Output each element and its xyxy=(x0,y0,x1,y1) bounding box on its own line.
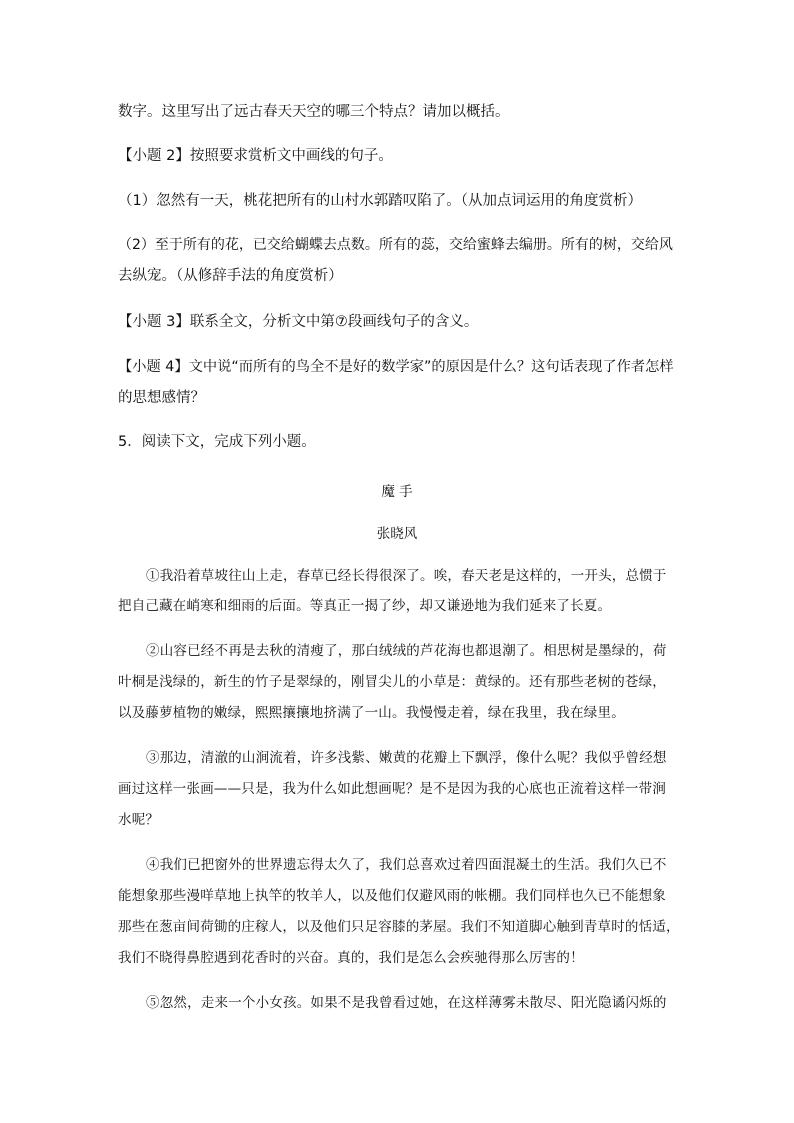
question-2: 【小题 2】按照要求赏析文中画线的句子。 xyxy=(118,148,393,164)
article-author: 张晓风 xyxy=(376,526,418,542)
para5-line1: ⑤忽然，走来一个小女孩。如果不是我曾看过她，在这样薄雾未散尽、阳光隐谲闪烁的 xyxy=(146,995,667,1011)
para4-line1: ④我们已把窗外的世界遗忘得太久了，我们总喜欢过着四面混凝土的生活。我们久已不 xyxy=(146,857,667,873)
para4-line2: 能想象那些漫咩草地上执竿的牧羊人，以及他们仅避风雨的帐棚。我们同样也久已不能想象 xyxy=(118,888,666,904)
para2-line2: 叶桐是浅绿的，新生的竹子是翠绿的，刚冒尖儿的小草是：黄绿的。还有那些老树的苍绿， xyxy=(118,674,666,690)
para1-line2: 把自己藏在峭寒和细雨的后面。等真正一揭了纱，却又谦逊地为我们延来了长夏。 xyxy=(118,598,612,614)
question-2-1: （1）忽然有一天，桃花把所有的山村水郭踏叹陷了。（从加点词运用的角度赏析） xyxy=(118,193,642,209)
question-2-2-line1: （2）至于所有的花，已交给蝴蝶去点数。所有的蕊，交给蜜蜂去编册。所有的树，交给风 xyxy=(118,237,673,253)
question-2-2-line2: 去纵宠。（从修辞手法的角度赏析） xyxy=(118,268,343,284)
para3-line3: 水呢？ xyxy=(118,812,160,828)
para4-line4: 我们不晓得鼻腔遇到花香时的兴奋。真的，我们是怎么会疾驰得那么厉害的！ xyxy=(118,950,584,966)
para2-line1: ②山容已经不再是去秋的清瘦了，那白绒绒的芦花海也都退潮了。相思树是墨绿的，荷 xyxy=(146,643,667,659)
question-5: 5．阅读下文，完成下列小题。 xyxy=(118,434,316,450)
para3-line2: 画过这样一张画——只是，我为什么如此想画呢？是不是因为我的心底也正流着这样一带涧 xyxy=(118,781,666,797)
question-4-line2: 的思想感情？ xyxy=(118,390,205,406)
article-title: 魔 手 xyxy=(381,484,413,500)
para1-line1: ①我沿着草坡往山上走，春草已经长得很深了。唉，春天老是这样的，一开头，总惯于 xyxy=(146,568,667,584)
para2-line3: 以及藤萝植物的嫩绿，熙熙攘攘地挤满了一山。我慢慢走着，绿在我里，我在绿里。 xyxy=(118,705,625,721)
question-3: 【小题 3】联系全文，分析文中第⑦段画线句子的含义。 xyxy=(118,314,479,330)
para4-line3: 那些在葱亩间荷锄的庄稼人，以及他们只足容膝的茅屋。我们不知道脚心触到青草时的恬适， xyxy=(118,919,680,935)
question-1-tail: 数字。这里写出了远古春天天空的哪三个特点？请加以概括。 xyxy=(118,104,510,120)
para3-line1: ③那边，清澈的山涧流着，许多浅紫、嫩黄的花瓣上下飘浮，像什么呢？我似乎曾经想 xyxy=(146,750,667,766)
question-4-line1: 【小题 4】文中说“而所有的鸟全不是好的数学家”的原因是什么？这句话表现了作者怎样 xyxy=(118,359,674,375)
